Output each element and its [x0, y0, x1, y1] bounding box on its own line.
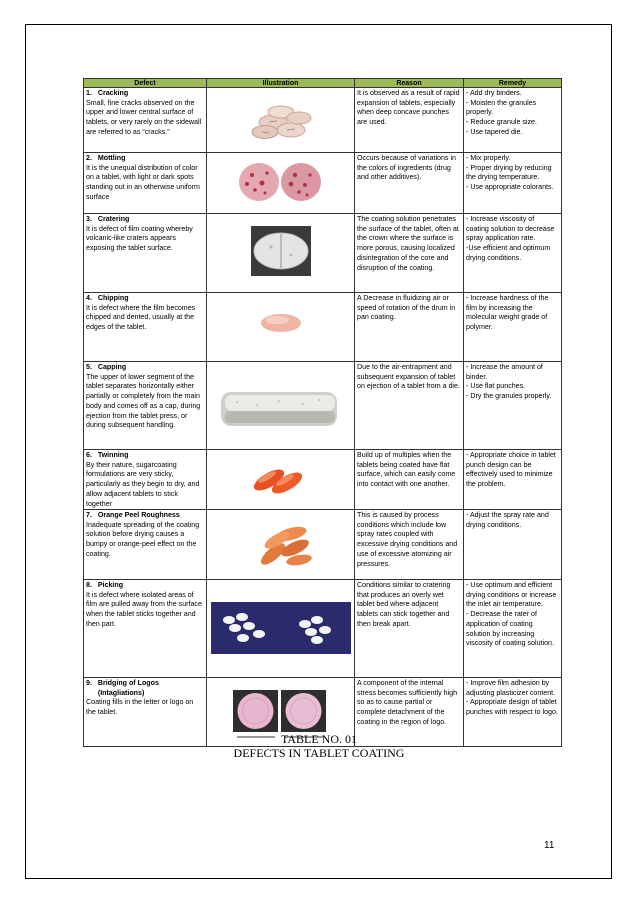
- reason-text: Due to the air-entrapment and subsequent expansion of tablet on ejection of a tablet from a die.: [357, 363, 460, 391]
- reason-text: A Decrease in fluidizing air or speed of rotation of the drum in pan coating.: [357, 294, 456, 322]
- remedy-text: - Appropriate choice in tablet punch design can be effectively used to minimize the problem.: [466, 451, 556, 489]
- defect-cell: [84, 153, 207, 214]
- twinning-tablets-image: [207, 450, 354, 509]
- defect-description: It is defect where the film becomes chipped and dented, usually at the edges of the tablet.: [86, 303, 196, 332]
- reason-cell: [355, 450, 464, 510]
- illustration-cell: [207, 510, 355, 580]
- illustration-cell: [207, 214, 355, 293]
- remedy-cell: [464, 214, 562, 293]
- defect-title: 4. Chipping: [86, 294, 129, 302]
- defect-cell: [84, 510, 207, 580]
- header-defect: Defect: [84, 79, 207, 88]
- reason-text: Occurs because of variations in the colors of ingredients (drug and other additives).: [357, 154, 456, 182]
- reason-cell: [355, 362, 464, 450]
- table-row: [84, 450, 562, 510]
- table-caption-number: TABLE NO. 01: [280, 732, 358, 746]
- defects-table: [83, 78, 562, 747]
- reason-text: Conditions similar to cratering that produces an overly wet tablet bed where adjacent tablets can stick together and then break apart.: [357, 581, 451, 628]
- defect-title: 9. Bridging of Logos (Intagliations): [86, 679, 159, 697]
- defect-description: Inadequate spreading of the coating solution before drying causes a bumpy or orange-peel effect on the coating.: [86, 520, 200, 558]
- defect-description: It is defect of film coating whereby volcanic-like craters appears exposing the tablet surface.: [86, 224, 193, 253]
- remedy-cell: [464, 362, 562, 450]
- table-header-row: [84, 79, 562, 88]
- reason-cell: [355, 293, 464, 362]
- remedy-text: - Increase the amount of binder. - Use flat punches. - Dry the granules properly.: [466, 363, 552, 401]
- reason-cell: [355, 88, 464, 153]
- defect-cell: [84, 88, 207, 153]
- illustration-cell: [207, 362, 355, 450]
- reason-text: This is caused by process conditions which include low spray rates coupled with excessive drying conditions and use of excessive atomizing air pressures.: [357, 511, 458, 568]
- defect-description: It is the unequal distribution of color on a tablet, with light or dark spots standing out in an otherwise uniform surface: [86, 163, 200, 201]
- remedy-cell: [464, 88, 562, 153]
- defect-title: 2. Mottling: [86, 154, 126, 162]
- reason-cell: [355, 580, 464, 678]
- remedy-text: - Improve film adhesion by adjusting plasticizer content. - Appropriate design of tablet punches with respect to logo.: [466, 679, 558, 717]
- remedy-cell: [464, 580, 562, 678]
- defect-title: 5. Capping: [86, 363, 127, 371]
- remedy-cell: [464, 153, 562, 214]
- reason-text: A component of the internal stress becomes sufficiently high so as to cause partial or complete detachment of the coating in the region of logo.: [357, 679, 458, 726]
- remedy-text: - Use optimum and efficient drying conditions or increase the inlet air temperature. - Decrease the rater of application of coating solution by increasing viscosity of coating solution.: [466, 581, 557, 648]
- reason-text: Build up of multiples when the tablets being coated have flat surface, which can easily come into contact with one another.: [357, 451, 456, 489]
- page-number: 11: [544, 840, 555, 851]
- defect-title: 3. Cratering: [86, 215, 130, 223]
- defect-title: 1. Cracking: [86, 89, 129, 97]
- header-illustration: Illustration: [207, 79, 355, 88]
- table-row: [84, 88, 562, 153]
- defect-description: Small, fine cracks observed on the upper and lower central surface of tablets, or very rarely on the sidewall are referred to as “cracks.”: [86, 98, 202, 136]
- remedy-text: - Mix properly. - Proper drying by reducing the drying temperature. - Use appropriate colorants.: [466, 154, 554, 192]
- defect-cell: [84, 293, 207, 362]
- table-row: [84, 214, 562, 293]
- remedy-cell: [464, 450, 562, 510]
- illustration-cell: [207, 293, 355, 362]
- reason-text: It is observed as a result of rapid expansion of tablets, especially when deep concave punches are used.: [357, 89, 460, 127]
- reason-cell: [355, 153, 464, 214]
- table-caption-title: DEFECTS IN TABLET COATING: [233, 746, 405, 760]
- defect-cell: [84, 214, 207, 293]
- table-row: [84, 510, 562, 580]
- reason-cell: [355, 510, 464, 580]
- defect-cell: [84, 580, 207, 678]
- illustration-cell: [207, 580, 355, 678]
- cracked-tablets-image: [207, 88, 354, 152]
- defect-title: 8. Picking: [86, 581, 124, 589]
- remedy-text: - Adjust the spray rate and drying conditions.: [466, 511, 549, 529]
- picking-tablets-image: [207, 580, 354, 677]
- defect-title: 6. Twinning: [86, 451, 129, 459]
- mottled-tablets-image: [207, 153, 354, 213]
- table-row: [84, 293, 562, 362]
- defect-description: It is defect where isolated areas of film are pulled away from the surface when the tablet sticks together and then part.: [86, 590, 202, 628]
- remedy-cell: [464, 510, 562, 580]
- remedy-text: - Add dry binders. - Moisten the granules properly. - Reduce granule size. - Use tapered die.: [466, 89, 537, 136]
- header-remedy: Remedy: [464, 79, 562, 88]
- remedy-text: - Increase hardness of the film by increasing the molecular weight grade of polymer.: [466, 294, 549, 332]
- header-reason: Reason: [355, 79, 464, 88]
- orange-peel-tablets-image: [207, 510, 354, 579]
- reason-cell: [355, 214, 464, 293]
- capped-tablet-image: [207, 362, 354, 449]
- illustration-cell: [207, 450, 355, 510]
- illustration-cell: [207, 153, 355, 214]
- remedy-cell: [464, 293, 562, 362]
- defect-description: The upper of lower segment of the tablet separates horizontally either partially or completely from the main body and comes off as a cap, during ejection from the tablet press, or during subsequent handling.: [86, 372, 201, 430]
- chipped-tablet-image: [207, 293, 354, 361]
- reason-text: The coating solution penetrates the surface of the tablet, often at the crown where the surface is more porous, causing localized disintegration of the core and disruption of the coating.: [357, 215, 459, 272]
- table-row: [84, 362, 562, 450]
- defect-cell: [84, 450, 207, 510]
- table-row: [84, 153, 562, 214]
- defect-description: Coating fills in the letter or logo on the tablet.: [86, 698, 194, 717]
- cratered-tablet-image: [207, 214, 354, 292]
- defect-title: 7. Orange Peel Roughness: [86, 511, 180, 519]
- defect-cell: [84, 362, 207, 450]
- table-row: [84, 580, 562, 678]
- defect-description: By their nature, sugarcoating formulations are very sticky, particularly as they begin to dry, and allow adjacent tablets to stick together: [86, 460, 200, 508]
- illustration-cell: [207, 88, 355, 153]
- remedy-text: - Increase viscosity of coating solution to decrease spray application rate. -Use efficient and optimum drying conditions.: [466, 215, 555, 262]
